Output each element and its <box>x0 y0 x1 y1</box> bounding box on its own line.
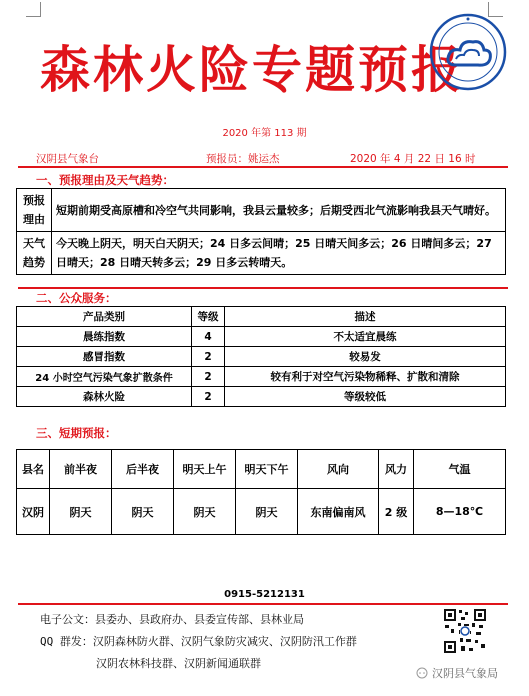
table-row <box>17 387 506 407</box>
distribution-line-2: QQ 群发：汉阴森林防火群、汉阴气象防灾减灾、汉阴防汛工作群 <box>40 635 357 648</box>
table-cell: 2 <box>192 387 225 407</box>
section2-heading: 二、公众服务： <box>36 291 117 305</box>
table-row <box>17 327 506 347</box>
section1-divider <box>18 287 508 289</box>
table-cell: 2 <box>192 347 225 367</box>
station-name: 汉阴县气象台 <box>36 153 99 165</box>
column-header: 后半夜 <box>112 450 174 489</box>
table-cell: 汉阴 <box>17 489 50 535</box>
table-cell: 阴天 <box>174 489 236 535</box>
table-cell: 东南偏南风 <box>298 489 379 535</box>
column-header: 风力 <box>379 450 414 489</box>
table-row <box>17 367 506 387</box>
column-header: 等级 <box>192 307 225 327</box>
meta-row <box>36 151 494 165</box>
table-cell: 8—18℃ <box>414 489 506 535</box>
table-cell: 感冒指数 <box>17 347 192 367</box>
section3-heading: 三、短期预报： <box>36 426 117 440</box>
header-divider <box>18 166 508 168</box>
section1-heading: 一、预报理由及天气趋势： <box>36 173 174 187</box>
table-cell: 24 小时空气污染气象扩散条件 <box>17 367 192 387</box>
column-header: 描述 <box>225 307 506 327</box>
contact-phone: 0915-5212131 <box>224 589 305 600</box>
watermark-text: 汉阴县气象局 <box>432 667 498 680</box>
table-cell: 阴天 <box>112 489 174 535</box>
table-cell: 2 <box>192 367 225 387</box>
column-header: 产品类别 <box>17 307 192 327</box>
crop-mark-top-left <box>26 2 41 17</box>
table-row <box>17 347 506 367</box>
row-label: 天气趋势 <box>17 232 52 275</box>
table-cell: 不太适宜晨练 <box>225 327 506 347</box>
weather-logo-icon <box>428 12 508 92</box>
table-row <box>17 232 506 275</box>
column-header: 县名 <box>17 450 50 489</box>
column-header: 风向 <box>298 450 379 489</box>
table-cell: 4 <box>192 327 225 347</box>
table-row <box>17 489 506 535</box>
row-text: 今天晚上阴天，明天白天阴天；24 日多云间晴；25 日晴天间多云；26 日晴间多云；27 日晴天；28 日晴天转多云；29 日多云转晴天。 <box>52 232 506 275</box>
column-header: 前半夜 <box>50 450 112 489</box>
table-cell: 较有利于对空气污染物稀释、扩散和清除 <box>225 367 506 387</box>
short-term-forecast-table <box>16 449 506 535</box>
footer-divider <box>18 603 508 605</box>
row-label: 预报理由 <box>17 189 52 232</box>
table-cell: 阴天 <box>50 489 112 535</box>
page-title: 森林火险专题预报 <box>40 40 464 99</box>
column-header: 明天上午 <box>174 450 236 489</box>
table-row <box>17 189 506 232</box>
forecaster: 预报员：姚运杰 <box>206 153 280 165</box>
table-cell: 晨练指数 <box>17 327 192 347</box>
issue-datetime: 2020 年 4 月 22 日 16 时 <box>350 153 476 165</box>
table-cell: 森林火险 <box>17 387 192 407</box>
table-cell: 2 级 <box>379 489 414 535</box>
column-header: 气温 <box>414 450 506 489</box>
column-header: 明天下午 <box>236 450 298 489</box>
qr-code-icon <box>443 608 487 654</box>
table-header-row <box>17 307 506 327</box>
public-service-table <box>16 306 506 407</box>
table-cell: 较易发 <box>225 347 506 367</box>
distribution-line-3: 汉阴农林科技群、汉阴新闻通联群 <box>96 657 261 670</box>
table-cell: 阴天 <box>236 489 298 535</box>
table-header-row <box>17 450 506 489</box>
table-cell: 等级较低 <box>225 387 506 407</box>
forecast-reason-table <box>16 188 506 275</box>
issue-number: 2020 年第 113 期 <box>222 128 307 139</box>
distribution-line-1: 电子公文：县委办、县政府办、县委宣传部、县林业局 <box>40 613 304 626</box>
row-text: 短期前期受高原槽和冷空气共同影响，我县云量较多；后期受西北气流影响我县天气晴好。 <box>52 189 506 232</box>
wechat-icon <box>416 667 428 679</box>
